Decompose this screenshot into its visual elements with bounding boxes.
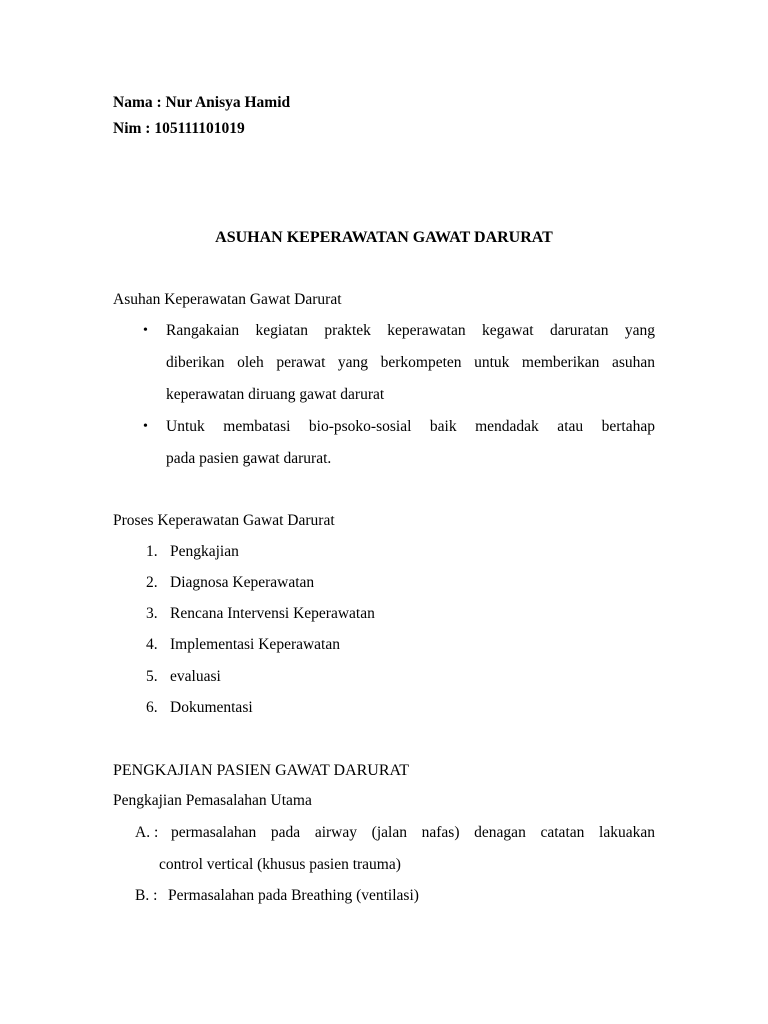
list-number: 4. [146,636,158,653]
bullet-line: Untuk membatasi bio-psoko-sosial baik mendadak atau bertahap [166,418,655,435]
bullet-line: pada pasien gawat darurat. [166,450,332,467]
list-item-line: control vertical (khusus pasien trauma) [159,856,401,873]
section-heading-pengkajian: PENGKAJIAN PASIEN GAWAT DARURAT [113,762,410,779]
list-item-text: Implementasi Keperawatan [170,636,340,653]
list-item-line: Permasalahan pada Breathing (ventilasi) [168,887,419,904]
student-name-line: Nama : Nur Anisya Hamid [113,94,291,111]
list-number: 1. [146,543,158,560]
list-number: 6. [146,699,158,716]
list-item-line: permasalahan pada airway (jalan nafas) denagan catatan lakuakan [171,824,655,841]
list-number: 2. [146,574,158,591]
bullet-line: diberikan oleh perawat yang berkompeten untuk memberikan asuhan [166,354,655,371]
list-item-text: evaluasi [170,668,221,685]
section-subheading: Pengkajian Pemasalahan Utama [113,792,312,809]
list-letter: A. : [135,824,159,841]
list-item-text: Dokumentasi [170,699,253,716]
list-item-text: Rencana Intervensi Keperawatan [170,605,375,622]
list-item-text: Diagnosa Keperawatan [170,574,315,591]
list-letter: B. : [135,887,158,904]
list-item-text: Pengkajian [170,543,239,560]
student-nim-line: Nim : 105111101019 [113,120,245,137]
list-number: 5. [146,668,158,685]
bullet-line: keperawatan diruang gawat darurat [166,386,385,403]
section-heading-proses: Proses Keperawatan Gawat Darurat [113,512,335,529]
list-number: 3. [146,605,158,622]
bullet-line: Rangakaian kegiatan praktek keperawatan kegawat daruratan yang [166,322,655,339]
document-title: ASUHAN KEPERAWATAN GAWAT DARURAT [215,229,553,246]
section-heading-asuhan: Asuhan Keperawatan Gawat Darurat [113,291,342,308]
bullet-icon: • [143,419,148,434]
bullet-icon: • [143,323,148,338]
